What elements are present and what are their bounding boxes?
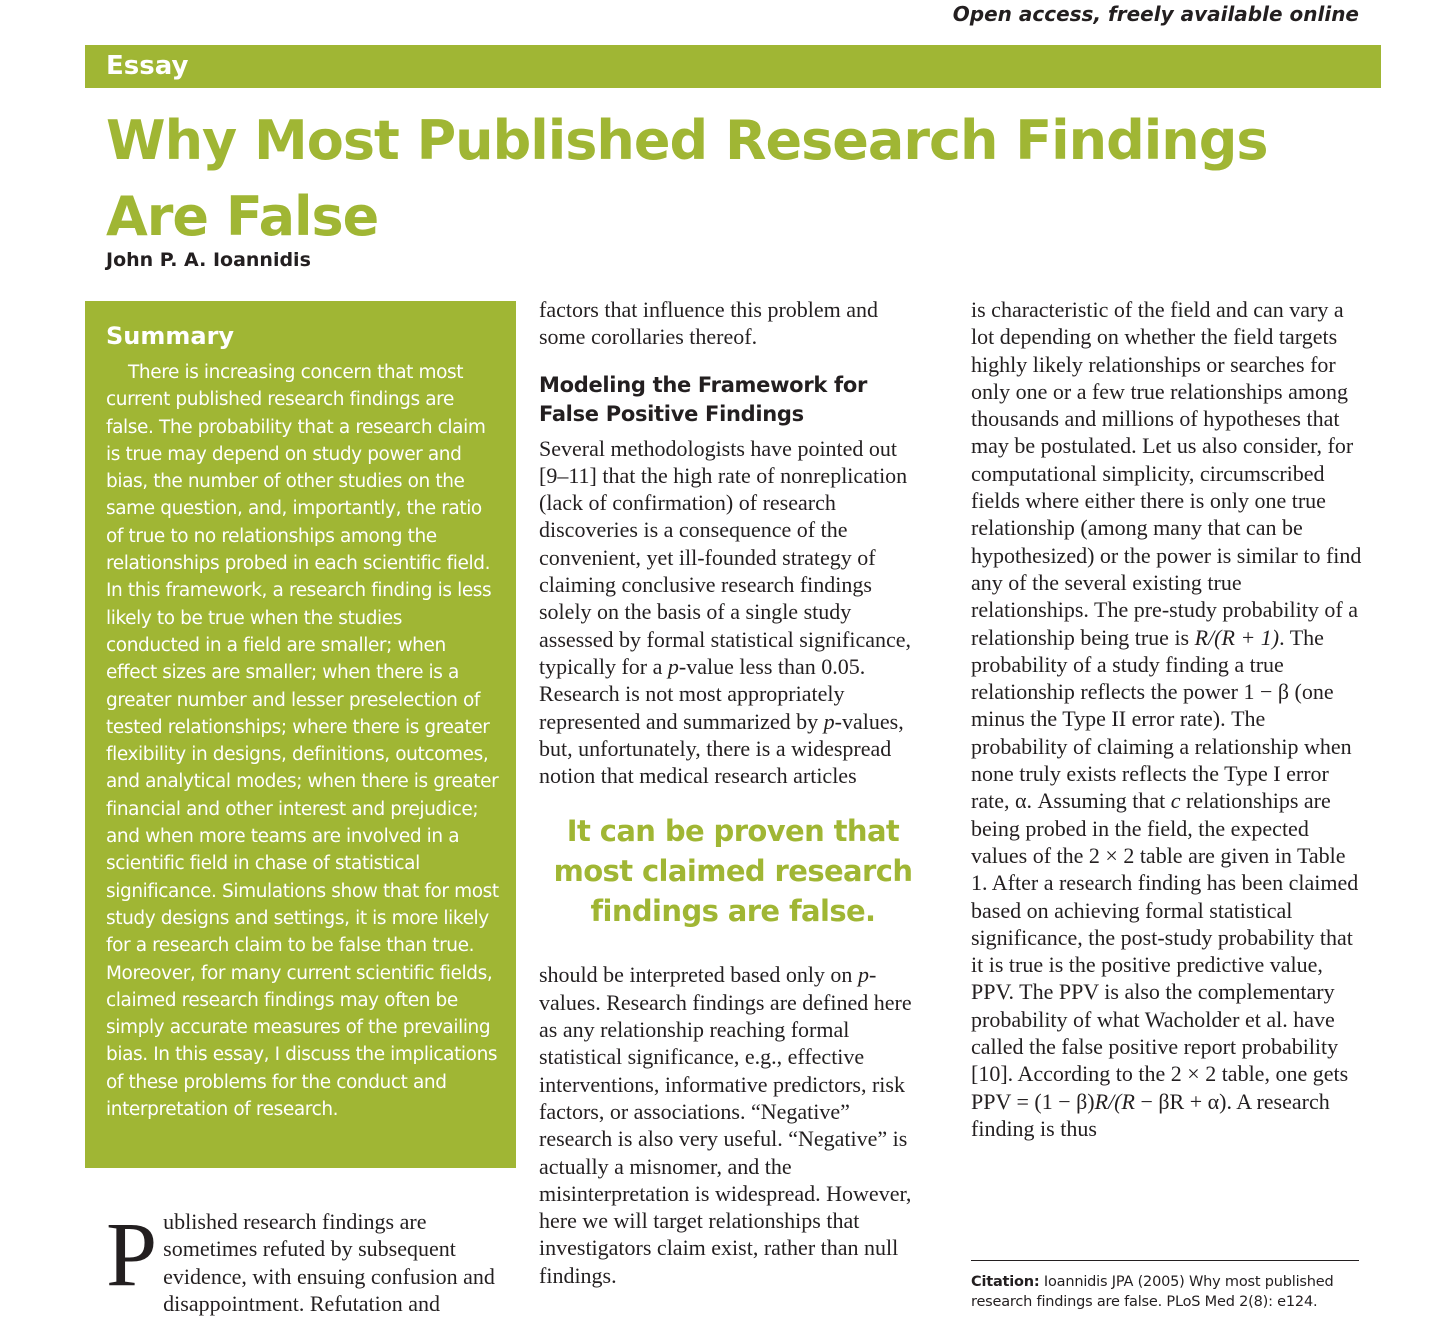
article-author: John P. A. Ioannidis — [106, 249, 311, 271]
p-variable: p — [667, 653, 679, 679]
drop-cap: P — [106, 1203, 158, 1305]
citation-label: Citation: — [971, 1274, 1040, 1290]
article-title: Why Most Published Research Findings Are False — [106, 109, 1268, 248]
summary-heading: Summary — [106, 322, 235, 350]
col2-paragraph-2 — [539, 435, 927, 790]
text-run: Several methodologists have pointed out [9–11] that the high rate of nonreplication (lack of confirmation) of research discoveries is a consequence of the convenient, yet ill-founded strategy of claiming conclusive research findings solely on the basis of a single study assessed by formal statistical significance, typically for a — [539, 435, 912, 679]
col3-paragraph — [971, 296, 1363, 1142]
text-run: should be interpreted based only on — [539, 962, 858, 988]
text-run: − βR + α). A research finding is thus — [971, 1088, 1330, 1141]
intro-paragraph — [106, 1203, 501, 1317]
formula: R/(R — [1094, 1088, 1135, 1114]
intro-text: ublished research findings are sometimes refuted by subsequent evidence, with ensuing confusion and disappointment. Refutation and — [163, 1209, 495, 1316]
pull-quote: It can be proven that most claimed research findings are false. — [553, 814, 913, 929]
formula: R/(R + 1) — [1194, 624, 1280, 650]
citation-divider — [971, 1260, 1359, 1261]
text-run: -values, but, unfortunately, there is a widespread notion that medical research articles — [539, 708, 904, 789]
column-3 — [971, 296, 1363, 1142]
p-variable: p — [823, 708, 835, 734]
open-access-note: Open access, freely available online — [952, 2, 1359, 26]
text-run: . The probability of a study finding a true relationship reflects the power 1 − β (one minus the Type II error rate). The probability of claiming a relationship when none truly exists reflects the Type I error rate, α. Assuming that — [971, 624, 1352, 814]
text-run: is characteristic of the field and can vary a lot depending on whether the field targets highly likely relationships or searches for only one or a few true relationships among thousands and millions of hypotheses that may be postulated. Let us also consider, for computational simplicity, circumscribed fields where either there is only one true relationship (among many that can be hypothesized) or the power is similar to find any of the several existing true relationships. The pre-study probability of a relationship being true is — [971, 297, 1362, 650]
p-variable: p — [857, 962, 869, 988]
summary-text: There is increasing concern that most current published research findings are false. The probability that a research claim is true may depend on study power and bias, the number of other studies on the same question, and, importantly, the ratio of true to no relationships among the relationships probed in each scientific field. In this framework, a research finding is less likely to be true when the studies conducted in a field are smaller; when effect sizes are smaller; when there is a greater number and lesser preselection of tested relationships; where there is greater flexibility in designs, definitions, outcomes, and analytical modes; when there is greater financial and other interest and prejudice; and when more teams are involved in a scientific field in chase of statistical significance. Simulations show that for most study designs and settings, it is more likely for a research claim to be false than true. Moreover, for many current scientific fields, claimed research findings may often be simply accurate measures of the prevailing bias. In this essay, I discuss the implications of these problems for the conduct and interpretation of research. — [106, 362, 499, 1121]
col2-paragraph-1: factors that influence this problem and some corollaries thereof. — [539, 297, 879, 350]
col2-paragraph-3 — [539, 961, 927, 1289]
text-run: -value less than 0.05. Research is not most appropriately represented and summarized by — [539, 653, 866, 734]
section-heading: Modeling the Framework for False Positive Findings — [539, 372, 868, 426]
section-label: Essay — [106, 51, 189, 81]
text-run: -values. Research findings are defined here as any relationship reaching formal statistical significance, e.g., effective interventions, informative predictors, risk factors, or associations. “Negative” research is also very useful. “Negative” is actually a misnomer, and the misinterpretation is widespread. However, here we will target relationships that investigators claim exist, rather than null findings. — [539, 962, 912, 1288]
column-2 — [539, 296, 927, 1289]
text-run: relationships are being probed in the field, the expected values of the 2 × 2 table are given in Table 1. After a research finding has been claimed based on achieving formal statistical significance, the post-study probability that it is true is the positive predictive value, PPV. The PPV is also the complementary probability of what Wacholder et al. have called the false positive report probability [10]. According to the 2 × 2 table, one gets PPV = (1 − β) — [971, 788, 1359, 1114]
citation — [971, 1272, 1361, 1312]
section-bar — [85, 45, 1381, 88]
citation-text: Ioannidis JPA (2005) Why most published research findings are false. PLoS Med 2(8): e124. — [971, 1274, 1334, 1310]
summary-box — [85, 301, 516, 1168]
c-variable: c — [1170, 788, 1181, 814]
